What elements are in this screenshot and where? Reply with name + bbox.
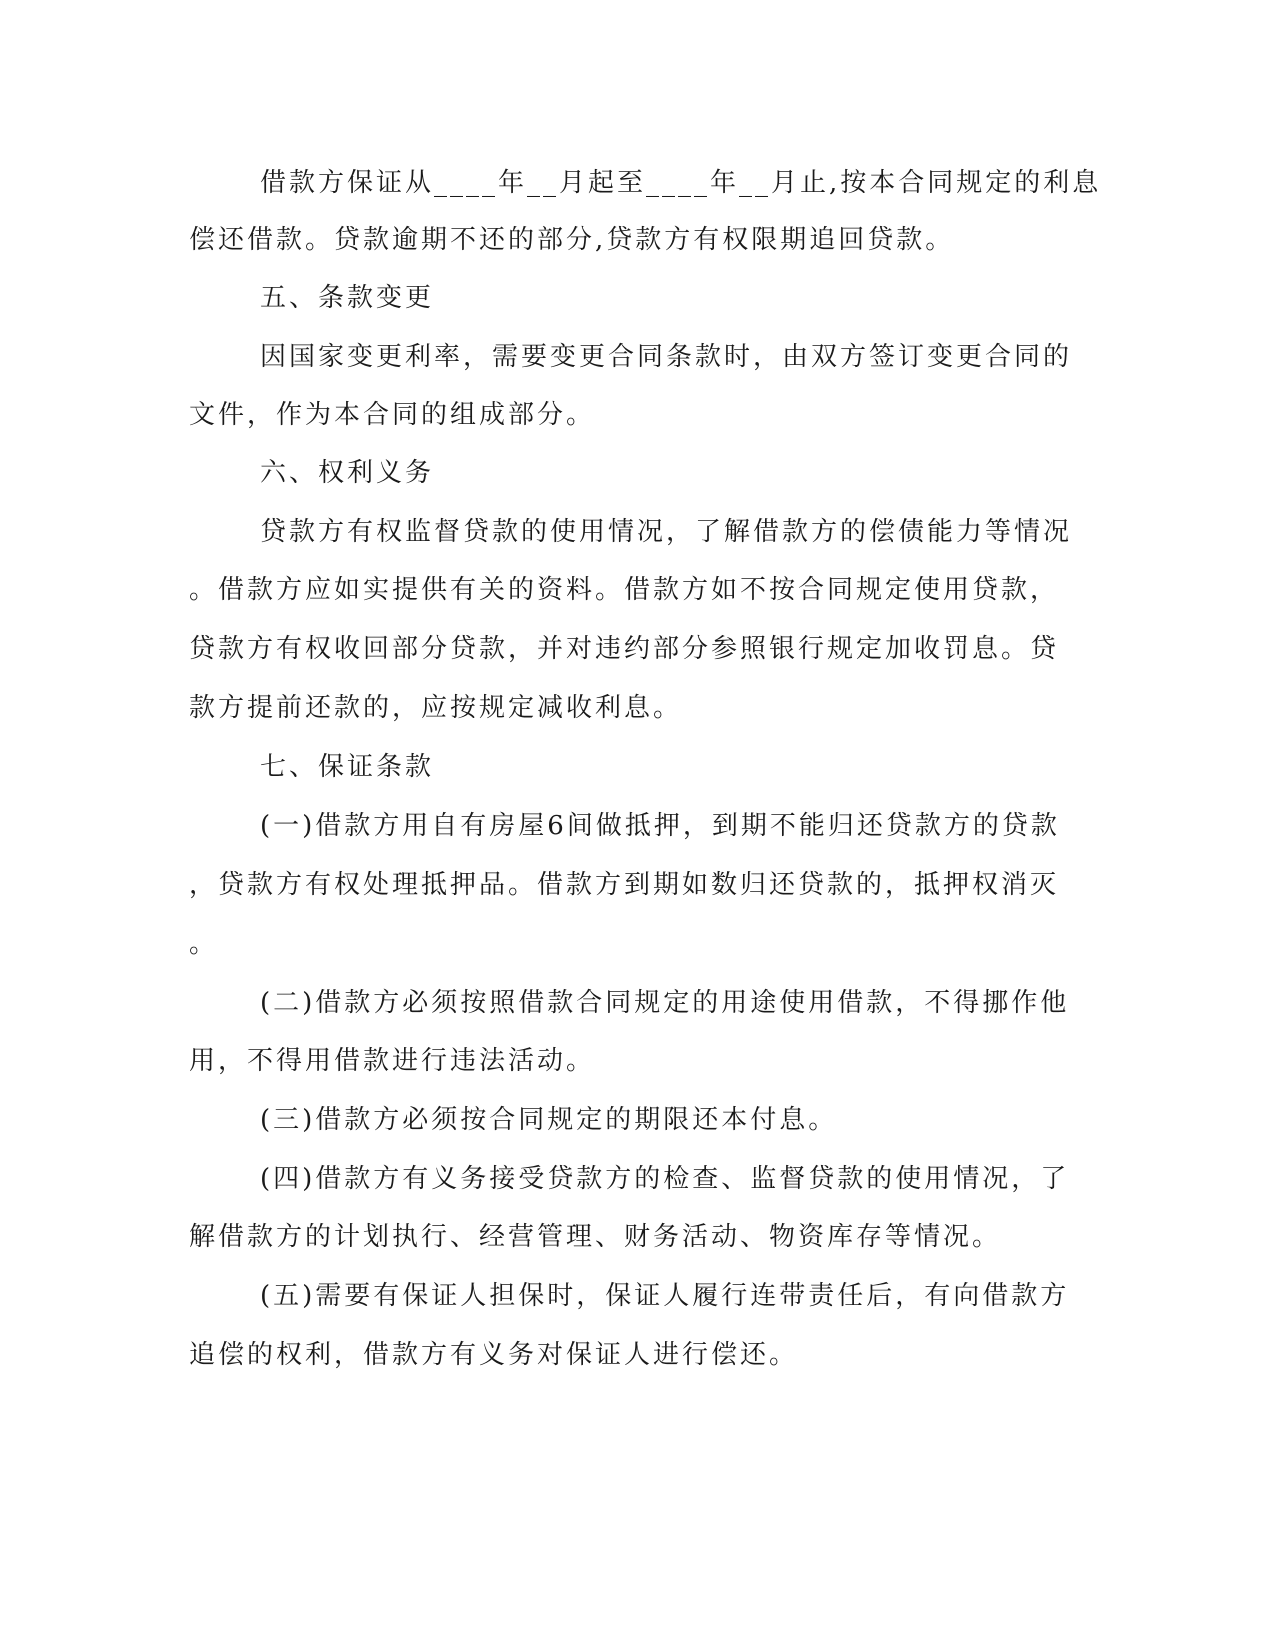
text-line: 。 bbox=[189, 929, 219, 959]
text-line: 贷款方有权收回部分贷款，并对违约部分参照银行规定加收罚息。贷 bbox=[189, 634, 1060, 664]
text-line: 款方提前还款的，应按规定减收利息。 bbox=[189, 693, 683, 723]
text-line: ，贷款方有权处理抵押品。借款方到期如数归还贷款的，抵押权消灭 bbox=[189, 870, 1060, 900]
text-line: (五)需要有保证人担保时，保证人履行连带责任后，有向借款方 bbox=[260, 1281, 1070, 1311]
text-line: 借款方保证从____年__月起至____年__月止,按本合同规定的利息 bbox=[260, 168, 1102, 198]
text-line: 因国家变更利率，需要变更合同条款时，由双方签订变更合同的 bbox=[260, 342, 1073, 372]
section-heading: 七、保证条款 bbox=[260, 752, 435, 782]
text-line: 。借款方应如实提供有关的资料。借款方如不按合同规定使用贷款， bbox=[189, 575, 1060, 605]
text-line: 文件，作为本合同的组成部分。 bbox=[189, 400, 596, 430]
text-line: 贷款方有权监督贷款的使用情况，了解借款方的偿债能力等情况 bbox=[260, 517, 1073, 547]
text-line: (二)借款方必须按照借款合同规定的用途使用借款，不得挪作他 bbox=[260, 988, 1070, 1018]
text-line: (四)借款方有义务接受贷款方的检查、监督贷款的使用情况，了 bbox=[260, 1164, 1070, 1194]
text-line: 解借款方的计划执行、经营管理、财务活动、物资库存等情况。 bbox=[189, 1222, 1002, 1252]
text-line: 用，不得用借款进行违法活动。 bbox=[189, 1046, 596, 1076]
section-heading: 五、条款变更 bbox=[260, 283, 435, 313]
text-line: 追偿的权利，借款方有义务对保证人进行偿还。 bbox=[189, 1340, 799, 1370]
text-line: 偿还借款。贷款逾期不还的部分,贷款方有权限期追回贷款。 bbox=[189, 225, 955, 255]
text-line: (三)借款方必须按合同规定的期限还本付息。 bbox=[260, 1105, 838, 1135]
text-line: (一)借款方用自有房屋6间做抵押，到期不能归还贷款方的贷款 bbox=[260, 811, 1060, 841]
section-heading: 六、权利义务 bbox=[260, 458, 435, 488]
